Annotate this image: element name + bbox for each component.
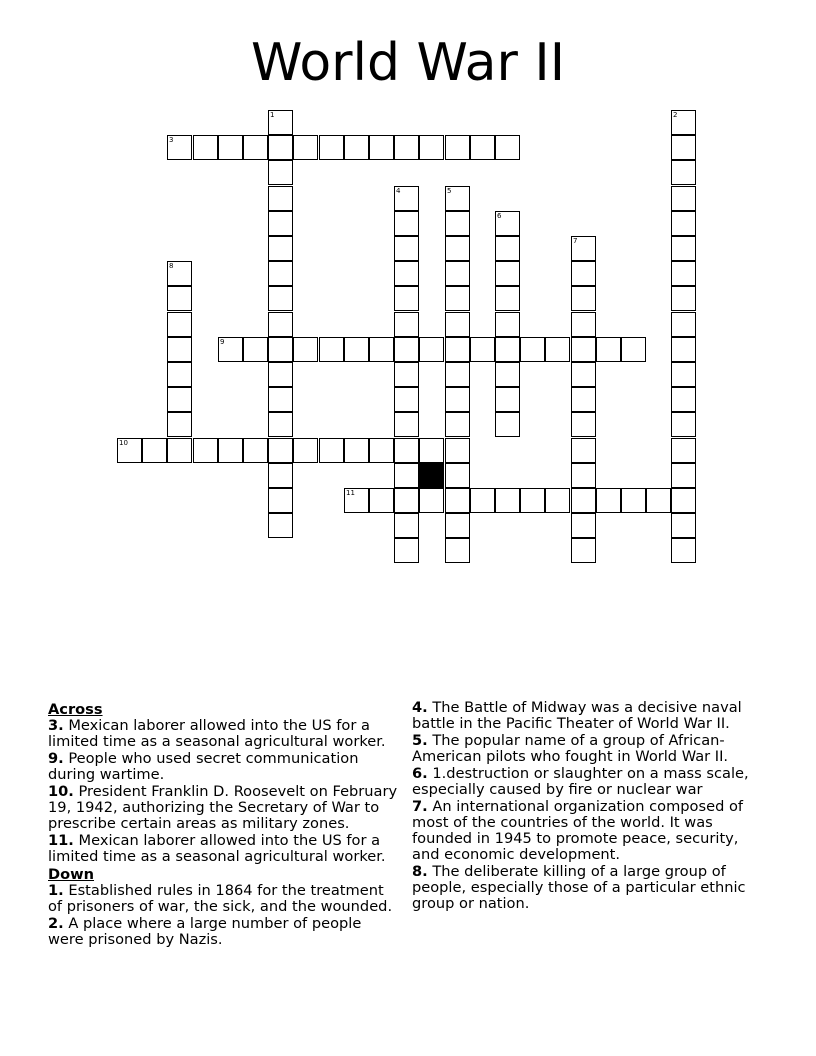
clue-number-10: 10	[119, 439, 128, 447]
clue-number-9: 9	[220, 338, 225, 346]
grid-cell[interactable]	[167, 286, 192, 311]
grid-cell[interactable]	[445, 312, 470, 337]
clue-down-2: 2. A place where a large number of people were prisoned by Nazis.	[48, 915, 362, 948]
grid-cell[interactable]	[596, 488, 621, 513]
grid-cell[interactable]	[394, 412, 419, 437]
clue-down-6: 6. 1.destruction or slaughter on a mass scale, especially caused by fire or nuclear war	[412, 765, 749, 798]
grid-cell[interactable]	[671, 538, 696, 563]
grid-cell[interactable]	[167, 412, 192, 437]
grid-cell[interactable]	[319, 438, 344, 463]
grid-cell[interactable]	[470, 337, 495, 362]
grid-cell[interactable]	[394, 312, 419, 337]
grid-cell[interactable]	[394, 211, 419, 236]
grid-cell[interactable]	[268, 110, 293, 135]
grid-cell[interactable]	[419, 135, 444, 160]
grid-cell[interactable]	[445, 211, 470, 236]
clue-number-7: 7	[573, 237, 578, 245]
grid-cell[interactable]	[243, 337, 268, 362]
grid-cell[interactable]	[520, 488, 545, 513]
grid-cell[interactable]	[571, 387, 596, 412]
grid-cell[interactable]	[218, 135, 243, 160]
grid-cell[interactable]	[445, 362, 470, 387]
grid-cell[interactable]	[671, 337, 696, 362]
clue-across-10: 10. President Franklin D. Roosevelt on February 19, 1942, authorizing the Secretary of War to prescribe certain areas as military zones.	[48, 783, 398, 832]
grid-cell[interactable]	[167, 362, 192, 387]
clue-across-9: 9. People who used secret communication during wartime.	[48, 750, 359, 783]
grid-cell[interactable]	[671, 412, 696, 437]
grid-cell[interactable]	[445, 513, 470, 538]
grid-cell[interactable]	[671, 211, 696, 236]
grid-cell[interactable]	[293, 135, 318, 160]
grid-cell[interactable]	[671, 488, 696, 513]
grid-cell[interactable]	[445, 387, 470, 412]
grid-cell[interactable]	[268, 463, 293, 488]
grid-cell[interactable]	[394, 186, 419, 211]
grid-cell[interactable]	[671, 135, 696, 160]
grid-cell[interactable]	[495, 488, 520, 513]
grid-cell[interactable]	[394, 463, 419, 488]
grid-cell[interactable]	[369, 438, 394, 463]
grid-cell[interactable]	[445, 261, 470, 286]
grid-cell[interactable]	[268, 160, 293, 185]
grid-cell[interactable]	[495, 261, 520, 286]
grid-cell[interactable]	[344, 135, 369, 160]
grid-cell[interactable]	[671, 236, 696, 261]
grid-cell[interactable]	[268, 438, 293, 463]
grid-cell[interactable]	[167, 337, 192, 362]
clue-down-4: 4. The Battle of Midway was a decisive naval battle in the Pacific Theater of World War II.	[412, 699, 742, 732]
grid-cell[interactable]	[571, 513, 596, 538]
grid-cell[interactable]	[671, 261, 696, 286]
grid-cell[interactable]	[671, 387, 696, 412]
grid-cell[interactable]	[495, 337, 520, 362]
grid-cell[interactable]	[445, 412, 470, 437]
grid-cell[interactable]	[545, 488, 570, 513]
clue-number-4: 4	[396, 187, 401, 195]
grid-cell[interactable]	[243, 135, 268, 160]
grid-cell[interactable]	[621, 337, 646, 362]
grid-cell[interactable]	[167, 312, 192, 337]
page-title: World War II	[250, 33, 566, 93]
clue-number-2: 2	[673, 111, 678, 119]
grid-cell[interactable]	[394, 261, 419, 286]
grid-cell[interactable]	[167, 387, 192, 412]
grid-cell[interactable]	[167, 438, 192, 463]
grid-cell[interactable]	[495, 362, 520, 387]
grid-cell[interactable]	[495, 135, 520, 160]
grid-cell[interactable]	[268, 186, 293, 211]
grid-cell[interactable]	[268, 236, 293, 261]
grid-cell[interactable]	[394, 513, 419, 538]
grid-cell[interactable]	[268, 337, 293, 362]
grid-cell[interactable]	[369, 337, 394, 362]
grid-cell[interactable]	[495, 412, 520, 437]
grid-cell[interactable]	[671, 513, 696, 538]
clue-number-3: 3	[169, 136, 174, 144]
grid-cell[interactable]	[268, 362, 293, 387]
grid-cell[interactable]	[293, 438, 318, 463]
clue-number-1: 1	[270, 111, 275, 119]
grid-cell[interactable]	[671, 286, 696, 311]
grid-cell[interactable]	[571, 488, 596, 513]
grid-cell[interactable]	[571, 337, 596, 362]
grid-cell[interactable]	[571, 312, 596, 337]
grid-block	[419, 463, 444, 488]
grid-cell[interactable]	[621, 488, 646, 513]
grid-cell[interactable]	[445, 135, 470, 160]
grid-cell[interactable]	[495, 211, 520, 236]
clue-number-6: 6	[497, 212, 502, 220]
grid-cell[interactable]	[419, 438, 444, 463]
grid-cell[interactable]	[470, 488, 495, 513]
grid-cell[interactable]	[344, 337, 369, 362]
grid-cell[interactable]	[445, 538, 470, 563]
clue-down-1: 1. Established rules in 1864 for the treatment of prisoners of war, the sick, and the wounded.	[48, 882, 393, 915]
grid-cell[interactable]	[268, 211, 293, 236]
grid-cell[interactable]	[470, 135, 495, 160]
grid-cell[interactable]	[571, 438, 596, 463]
clue-across-3: 3. Mexican laborer allowed into the US for a limited time as a seasonal agricultural worker.	[48, 717, 386, 750]
grid-cell[interactable]	[520, 337, 545, 362]
grid-cell[interactable]	[445, 463, 470, 488]
grid-cell[interactable]	[394, 438, 419, 463]
down-heading: Down	[48, 866, 95, 883]
grid-cell[interactable]	[243, 438, 268, 463]
grid-cell[interactable]	[268, 387, 293, 412]
grid-cell[interactable]	[394, 387, 419, 412]
grid-cell[interactable]	[394, 286, 419, 311]
grid-cell[interactable]	[495, 387, 520, 412]
grid-cell[interactable]	[193, 438, 218, 463]
grid-cell[interactable]	[571, 412, 596, 437]
clue-down-8: 8. The deliberate killing of a large group of people, especially those of a particular ethnic group or nation.	[412, 863, 746, 912]
grid-cell[interactable]	[419, 488, 444, 513]
grid-cell[interactable]	[445, 236, 470, 261]
grid-cell[interactable]	[495, 236, 520, 261]
grid-cell[interactable]	[495, 286, 520, 311]
clue-down-5: 5. The popular name of a group of African-American pilots who fought in World War II.	[412, 732, 729, 765]
clues-column-right	[412, 700, 762, 913]
grid-cell[interactable]	[646, 488, 671, 513]
grid-cell[interactable]	[218, 337, 243, 362]
grid-cell[interactable]	[394, 337, 419, 362]
grid-cell[interactable]	[571, 261, 596, 286]
grid-cell[interactable]	[571, 538, 596, 563]
grid-cell[interactable]	[571, 236, 596, 261]
grid-cell[interactable]	[495, 312, 520, 337]
across-heading: Across	[48, 701, 103, 718]
grid-cell[interactable]	[394, 236, 419, 261]
grid-cell[interactable]	[293, 337, 318, 362]
clues-column-left	[48, 700, 398, 949]
grid-cell[interactable]	[671, 186, 696, 211]
grid-cell[interactable]	[344, 438, 369, 463]
grid-cell[interactable]	[167, 261, 192, 286]
grid-cell[interactable]	[394, 538, 419, 563]
grid-cell[interactable]	[268, 412, 293, 437]
grid-cell[interactable]	[193, 135, 218, 160]
clue-number-8: 8	[169, 262, 174, 270]
grid-cell[interactable]	[671, 110, 696, 135]
clue-down-7: 7. An international organization composed of most of the countries of the world. It was founded in 1945 to promote peace, security, and economic development.	[412, 798, 744, 863]
grid-cell[interactable]	[596, 337, 621, 362]
grid-cell[interactable]	[571, 362, 596, 387]
grid-cell[interactable]	[218, 438, 243, 463]
grid-cell[interactable]	[344, 488, 369, 513]
grid-cell[interactable]	[268, 135, 293, 160]
clue-number-5: 5	[447, 187, 452, 195]
grid-cell[interactable]	[445, 186, 470, 211]
grid-cell[interactable]	[671, 438, 696, 463]
grid-cell[interactable]	[671, 312, 696, 337]
grid-cell[interactable]	[394, 135, 419, 160]
clue-across-11: 11. Mexican laborer allowed into the US for a limited time as a seasonal agricultural worker.	[48, 832, 386, 865]
grid-cell[interactable]	[571, 286, 596, 311]
grid-cell[interactable]	[319, 135, 344, 160]
grid-cell[interactable]	[268, 513, 293, 538]
grid-cell[interactable]	[369, 135, 394, 160]
grid-cell[interactable]	[394, 488, 419, 513]
grid-cell[interactable]	[445, 337, 470, 362]
grid-cell[interactable]	[268, 286, 293, 311]
grid-cell[interactable]	[445, 286, 470, 311]
grid-cell[interactable]	[419, 337, 444, 362]
grid-cell[interactable]	[117, 438, 142, 463]
grid-cell[interactable]	[445, 438, 470, 463]
grid-cell[interactable]	[142, 438, 167, 463]
grid-cell[interactable]	[545, 337, 570, 362]
grid-cell[interactable]	[268, 312, 293, 337]
grid-cell[interactable]	[671, 362, 696, 387]
grid-cell[interactable]	[394, 362, 419, 387]
grid-cell[interactable]	[445, 488, 470, 513]
clue-number-11: 11	[346, 489, 355, 497]
grid-cell[interactable]	[571, 463, 596, 488]
grid-cell[interactable]	[268, 261, 293, 286]
grid-cell[interactable]	[268, 488, 293, 513]
grid-cell[interactable]	[671, 160, 696, 185]
grid-cell[interactable]	[369, 488, 394, 513]
grid-cell[interactable]	[167, 135, 192, 160]
grid-cell[interactable]	[671, 463, 696, 488]
grid-cell[interactable]	[319, 337, 344, 362]
